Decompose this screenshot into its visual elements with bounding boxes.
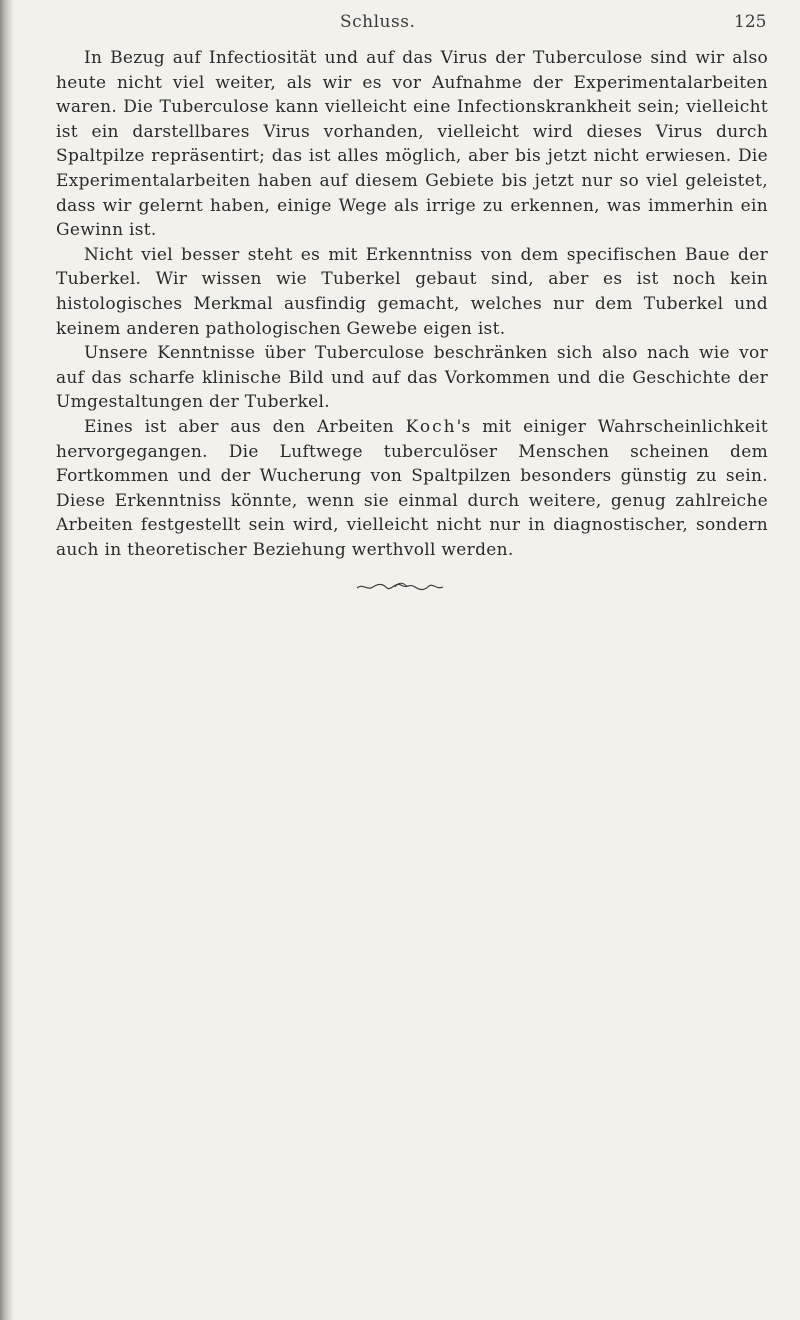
paragraph-koch-start: Eines ist aber aus den Arbeiten <box>84 416 406 437</box>
paragraph-tuberkel-structure: Nicht viel besser steht es mit Erkenntniss von dem specifischen Baue der Tuberkel. Wir wissen wie Tuberkel gebaut sind, aber es ist noch kein histologisches Merkmal ausfindig gemacht, welches nur dem Tuberkel und keinem anderen pathologischen Gewebe eigen ist. <box>56 244 768 339</box>
wave-flourish-icon <box>355 581 445 593</box>
running-title: Schluss. <box>340 12 416 32</box>
body-text <box>56 46 768 562</box>
paragraph-koch-rest: 's mit einiger Wahrscheinlichkeit hervorgegangen. Die Luftwege tuberculöser Menschen scheinen dem Fortkommen und der Wucherung von Spaltpilzen besonders günstig zu sein. Diese Erkenntniss könnte, wenn sie einmal durch weitere, genug zahlreiche Arbeiten festgestellt sein wird, vielleicht nicht nur in diagnostischer, sondern auch in theoretischer Beziehung werthvoll werden. <box>56 416 768 560</box>
paragraph-koch <box>56 415 768 563</box>
author-name-koch: Koch <box>405 416 457 437</box>
page-number: 125 <box>734 12 767 32</box>
paragraph-virus: In Bezug auf Infectiosität und auf das Virus der Tuberculose sind wir also heute nicht viel weiter, als wir es vor Aufnahme der Experimentalarbeiten waren. Die Tuberculose kann vielleicht eine Infectionskrankheit sein; vielleicht ist ein darstellbares Virus vorhanden, vielleicht wird dieses Virus durch Spaltpilze repräsentirt; das ist alles möglich, aber bis jetzt nicht erwiesen. Die Experimentalarbeiten haben auf diesem Gebiete bis jetzt nur so viel geleistet, dass wir gelernt haben, einige Wege als irrige zu erkennen, was immerhin ein Gewinn ist. <box>56 48 768 241</box>
paragraph-knowledge: Unsere Kenntnisse über Tuberculose beschränken sich also nach wie vor auf das scharfe klinische Bild und auf das Vorkommen und die Geschichte der Umgestaltungen der Tuberkel. <box>56 343 768 413</box>
